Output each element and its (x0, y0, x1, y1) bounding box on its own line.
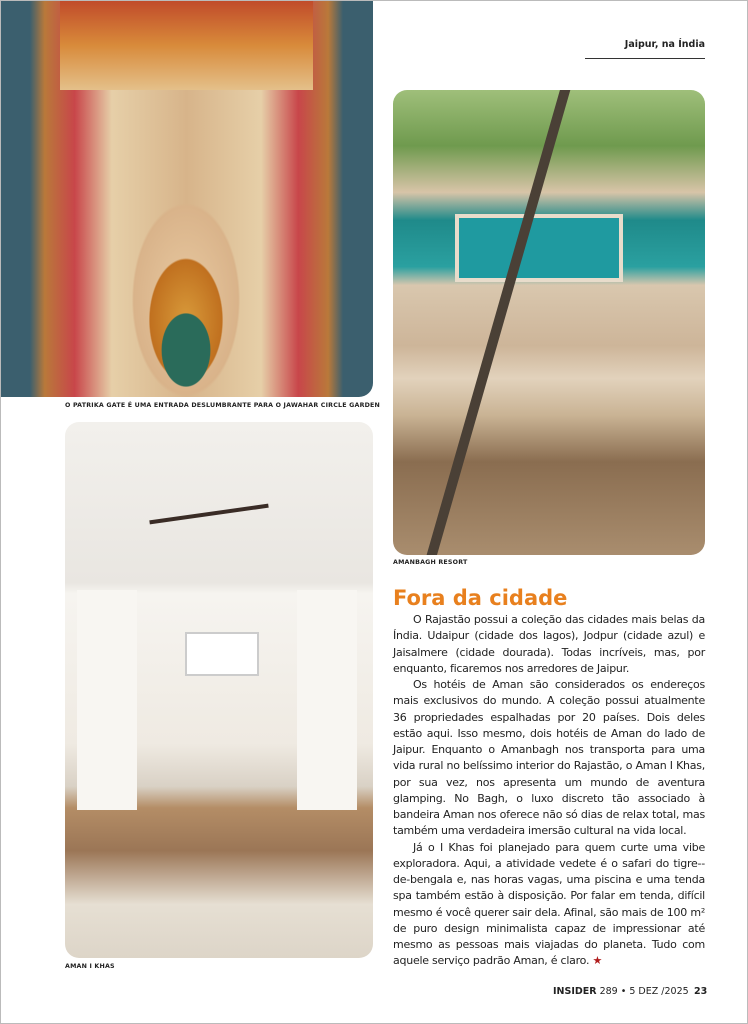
issue-info: 289 • 5 DEZ /2025 (599, 986, 689, 997)
ceiling-fan (149, 504, 268, 525)
footer-issue (553, 986, 689, 997)
section-header: Jaipur, na Índia (624, 39, 705, 50)
patrika-gate-photo (0, 0, 373, 397)
photo-caption: AMAN I KHAS (65, 963, 115, 970)
end-star-icon: ★ (592, 954, 603, 968)
page-number: 23 (694, 986, 708, 997)
amanbagh-photo (393, 90, 705, 555)
photo-caption: AMANBAGH RESORT (393, 559, 468, 566)
article-title: Fora da cidade (393, 586, 568, 610)
paragraph: Os hotéis de Aman são considerados os endereços mais exclusivos do mundo. A coleção possui atualmente 36 propriedades espalhadas por 20 países. Dois deles estão aqui. Isso mesmo, dois hotéis de Aman do lado de Jaipur. Enquanto o Amanbagh nos transporta para uma vida rural no belíssimo interior do Rajastão, o Aman I Khas, por sua vez, nos apresenta um mundo de aventura glamping. No Bagh, o luxo discreto tão associado à bandeira Aman nos oferece não só dias de relax total, mas também uma verdadeira imersão cultural na vida local. (393, 678, 705, 838)
paragraph: O Rajastão possui a coleção das cidades mais belas da Índia. Udaipur (cidade dos lagos), Jodpur (cidade azul) e Jaisalmere (cidade dourada). Todas incríveis, mas, por enquanto, ficaremos nos arredores de Jaipur. (393, 613, 705, 675)
photo-caption: O PATRIKA GATE É UMA ENTRADA DESLUMBRANTE PARA O JAWAHAR CIRCLE GARDEN (65, 402, 381, 409)
paragraph (393, 840, 705, 970)
paragraph-text: Já o I Khas foi planejado para quem curte uma vibe exploradora. Aqui, a atividade vedete é o safari do tigre--de-bengala e, nas horas vagas, uma piscina e uma tenda spa também estão à disposição. Por falar em tenda, difícil mesmo é você querer sair dela. Afinal, são mais de 100 m² de puro design minimalista capaz de impressionar até mesmo as pessoas mais viajadas do planeta. Tudo com aquele serviço padrão Aman, é claro. (393, 840, 705, 968)
article-body (393, 612, 705, 970)
magazine-name: INSIDER (553, 986, 597, 997)
aman-i-khas-photo (65, 422, 373, 958)
header-rule (585, 58, 705, 59)
